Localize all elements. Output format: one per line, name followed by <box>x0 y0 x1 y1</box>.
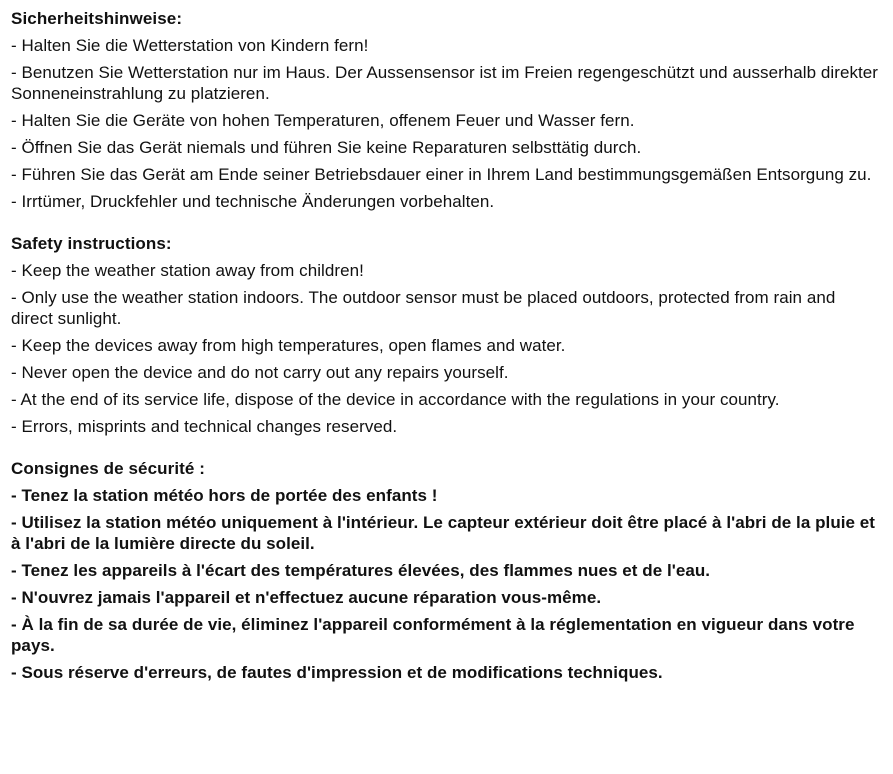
list-item: - Only use the weather station indoors. The outdoor sensor must be placed outdoors, protected from rain and direct sunlight. <box>11 288 836 328</box>
list-item: - À la fin de sa durée de vie, éliminez l'appareil conformément à la réglementation en vigueur dans votre pays. <box>11 615 855 655</box>
section-french <box>11 458 881 683</box>
list-item: - N'ouvrez jamais l'appareil et n'effectuez aucune réparation vous-même. <box>11 588 602 607</box>
list-item: - Sous réserve d'erreurs, de fautes d'impression et de modifications techniques. <box>11 663 663 682</box>
list-item: - Irrtümer, Druckfehler und technische Änderungen vorbehalten. <box>11 192 495 211</box>
list-item: - Benutzen Sie Wetterstation nur im Haus. Der Aussensensor ist im Freien regengeschützt und ausserhalb direkter Sonneneinstrahlung zu platzieren. <box>11 63 878 103</box>
list-item: - Halten Sie die Geräte von hohen Temperaturen, offenem Feuer und Wasser fern. <box>11 111 635 130</box>
list-item: - Halten Sie die Wetterstation von Kindern fern! <box>11 36 369 55</box>
list-item: - Tenez les appareils à l'écart des températures élevées, des flammes nues et de l'eau. <box>11 561 711 580</box>
list-item: - At the end of its service life, dispose of the device in accordance with the regulations in your country. <box>11 390 780 409</box>
heading-french: Consignes de sécurité : <box>11 459 206 478</box>
list-item: - Führen Sie das Gerät am Ende seiner Betriebsdauer einer in Ihrem Land bestimmungsgemäßen Entsorgung zu. <box>11 165 872 184</box>
list-french <box>11 485 881 683</box>
list-english <box>11 260 881 437</box>
list-item: - Keep the devices away from high temperatures, open flames and water. <box>11 336 566 355</box>
list-item: - Öffnen Sie das Gerät niemals und führen Sie keine Reparaturen selbsttätig durch. <box>11 138 642 157</box>
list-item: - Keep the weather station away from children! <box>11 261 364 280</box>
heading-english: Safety instructions: <box>11 234 172 253</box>
list-item: - Never open the device and do not carry out any repairs yourself. <box>11 363 509 382</box>
heading-german: Sicherheitshinweise: <box>11 9 183 28</box>
section-english <box>11 233 881 437</box>
list-item: - Tenez la station météo hors de portée des enfants ! <box>11 486 438 505</box>
section-german <box>11 8 881 212</box>
list-item: - Utilisez la station météo uniquement à l'intérieur. Le capteur extérieur doit être placé à l'abri de la pluie et à l'abri de la lumière directe du soleil. <box>11 513 876 553</box>
list-german <box>11 35 881 212</box>
list-item: - Errors, misprints and technical changes reserved. <box>11 417 398 436</box>
